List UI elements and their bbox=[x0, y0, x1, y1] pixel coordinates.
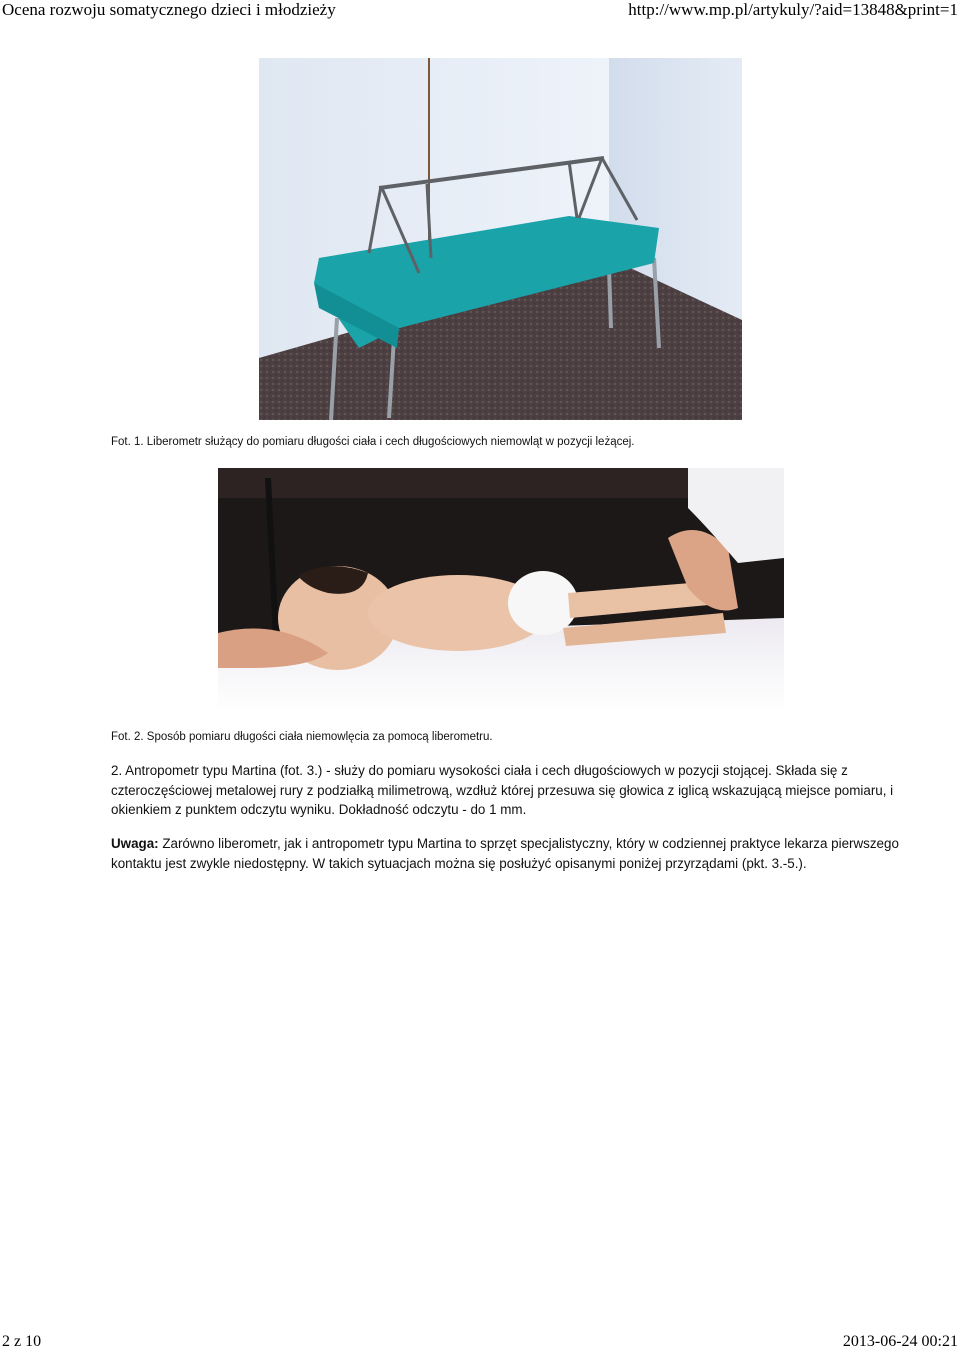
figure-1-caption: Fot. 1. Liberometr służący do pomiaru długości ciała i cech długościowych niemowląt w pozycji leżącej. bbox=[111, 436, 635, 448]
print-header-title: Ocena rozwoju somatycznego dzieci i młodzieży bbox=[2, 0, 336, 19]
liberometer-photo bbox=[259, 58, 742, 420]
note-label: Uwaga: bbox=[111, 836, 159, 851]
antropometer-paragraph: 2. Antropometr typu Martina (fot. 3.) - służy do pomiaru wysokości ciała i cech długościowych w pozycji stojącej. Składa się z czteroczęściowej metalowej rury z podziałką milimetrową, wzdłuż której przesuwa się głowica z iglicą wskazującą miejsce pomiaru, i okienkiem z punktem odczytu wyniku. Dokładność odczytu - do 1 mm. bbox=[111, 763, 894, 817]
page-number: 2 z 10 bbox=[2, 1333, 42, 1350]
infant-measurement-photo bbox=[218, 468, 784, 712]
note-text: Zarówno liberometr, jak i antropometr typu Martina to sprzęt specjalistyczny, który w codziennej praktyce lekarza pierwszego kontaktu jest zwykle niedostępny. W takich sytuacjach można się posłużyć opisanymi poniżej przyrządami (pkt. 3.-5.). bbox=[111, 836, 899, 871]
infant-measurement-illustration bbox=[218, 468, 784, 712]
print-header-url: http://www.mp.pl/artykuly/?aid=13848&print=1 bbox=[628, 0, 958, 19]
figure-2-caption: Fot. 2. Sposób pomiaru długości ciała niemowlęcia za pomocą liberometru. bbox=[111, 731, 493, 743]
note-paragraph bbox=[111, 834, 901, 873]
print-datetime: 2013-06-24 00:21 bbox=[842, 1333, 958, 1350]
liberometer-illustration bbox=[259, 58, 742, 420]
